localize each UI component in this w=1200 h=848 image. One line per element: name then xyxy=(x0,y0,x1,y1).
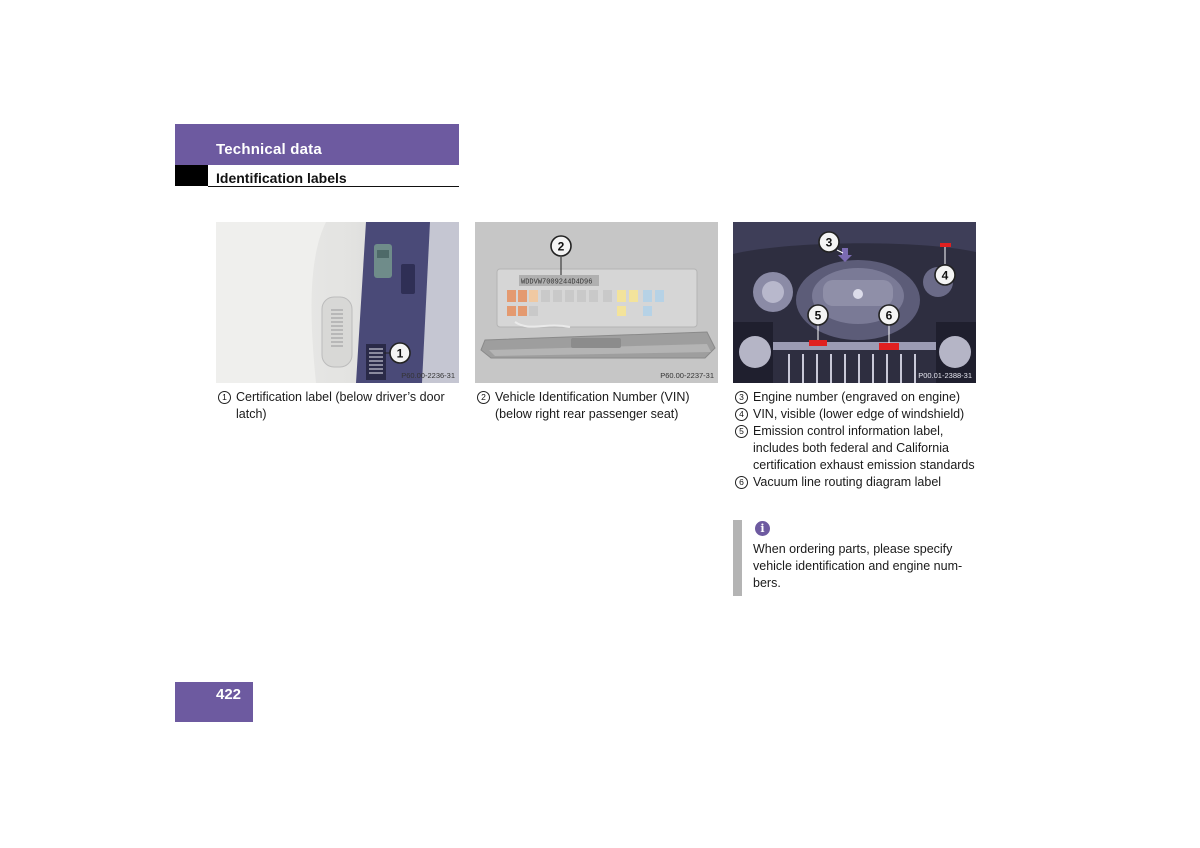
vin-windshield-marker xyxy=(940,243,951,247)
vin-label-text: WDDVW7009244D4D96 xyxy=(521,278,593,287)
callout-number: 2 xyxy=(477,391,490,404)
section-title: Technical data xyxy=(216,141,322,158)
header-rule xyxy=(208,186,459,187)
caption-item xyxy=(733,406,976,423)
caption-text: Engine number (engraved on engine) xyxy=(753,390,961,404)
caption-text: Emission control information label, includes both federal and California certification exhaust emission standards xyxy=(753,424,975,472)
caption-item xyxy=(733,389,976,406)
vacuum-label-marker xyxy=(879,343,899,350)
callout-number: 4 xyxy=(735,408,748,421)
note-bar xyxy=(733,520,742,596)
caption-column-2 xyxy=(475,389,718,423)
caption-item xyxy=(733,423,976,474)
info-note xyxy=(733,520,976,596)
callout-number: 6 xyxy=(735,476,748,489)
engine-bay-image xyxy=(733,222,976,383)
caption-item xyxy=(475,389,718,423)
callout-number: 1 xyxy=(218,391,231,404)
svg-text:2: 2 xyxy=(557,239,565,254)
svg-text:1: 1 xyxy=(396,346,404,361)
caption-column-3 xyxy=(733,389,976,491)
caption-text: Certification label (below driver’s door latch) xyxy=(236,390,445,421)
image-code: P60.00-2236-31 xyxy=(401,371,455,380)
caption-text: Vacuum line routing diagram label xyxy=(753,475,942,489)
vin-seat-image xyxy=(475,222,718,383)
caption-text: Vehicle Identification Number (VIN) (below right rear passenger seat) xyxy=(495,390,690,421)
caption-column-1 xyxy=(216,389,459,423)
note-text: When ordering parts, please specify vehicle identification and engine num-bers. xyxy=(753,542,963,590)
svg-text:4: 4 xyxy=(941,268,949,283)
svg-text:3: 3 xyxy=(825,235,833,250)
caption-text: VIN, visible (lower edge of windshield) xyxy=(753,407,965,421)
page-number-box xyxy=(175,682,253,722)
subsection-title: Identification labels xyxy=(216,170,347,186)
callout-number: 3 xyxy=(735,391,748,404)
emission-label-marker xyxy=(809,340,827,346)
image-code: P60.00-2237-31 xyxy=(660,371,714,380)
header-marker xyxy=(175,165,208,186)
caption-item xyxy=(216,389,459,423)
caption-item xyxy=(733,474,976,491)
page-number: 422 xyxy=(216,686,242,703)
door-latch-image xyxy=(216,222,459,383)
image-code: P00.01-2388-31 xyxy=(918,371,972,380)
svg-text:5: 5 xyxy=(814,308,822,323)
info-icon: i xyxy=(755,521,770,536)
callout-number: 5 xyxy=(735,425,748,438)
svg-text:6: 6 xyxy=(885,308,893,323)
